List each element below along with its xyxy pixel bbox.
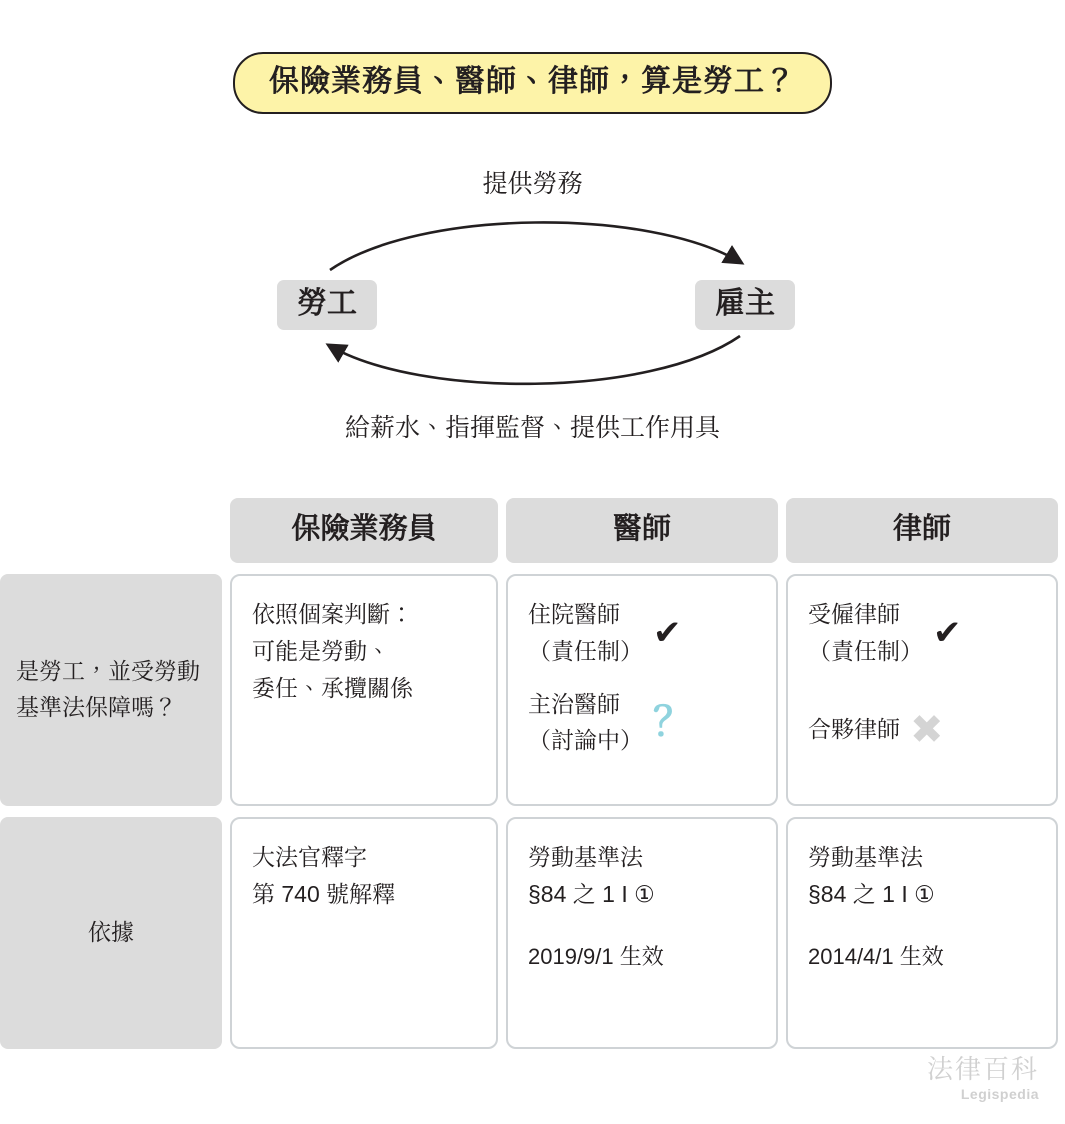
- cell-line: （責任制）: [808, 637, 923, 664]
- node-employer: 雇主: [695, 280, 795, 330]
- cell-line: 依照個案判斷：: [252, 601, 413, 627]
- cell-insurance-status: [230, 574, 498, 806]
- cell-line: 勞動基準法: [808, 844, 923, 870]
- cell-doctor-basis: [506, 817, 778, 1049]
- check-icon: ✔: [933, 613, 962, 652]
- cell-line: 合夥律師: [808, 716, 900, 743]
- site-logo: [927, 1055, 1039, 1102]
- table-row: [0, 817, 1065, 1049]
- doctor-resident-item: [528, 596, 756, 670]
- lawyer-partner-item: [808, 707, 1036, 752]
- effective-date: 2014/4/1 生效: [808, 943, 944, 969]
- header-spacer: [0, 498, 222, 563]
- cell-line: 住院醫師: [528, 601, 620, 627]
- lawyer-employed-item: [808, 596, 1036, 670]
- cell-line: 受僱律師: [808, 601, 900, 627]
- logo-zh: 法律百科: [926, 1054, 1039, 1085]
- cell-doctor-status: [506, 574, 778, 806]
- cell-line: 可能是勞動、: [252, 637, 390, 664]
- cycle-top-label: 提供勞務: [482, 170, 583, 198]
- comparison-table: [0, 498, 1065, 1060]
- node-worker: 勞工: [277, 280, 377, 330]
- cell-line: （討論中）: [528, 727, 643, 754]
- relationship-cycle-diagram: [0, 150, 1065, 460]
- cell-line: （責任制）: [528, 637, 643, 664]
- cell-line: 主治醫師: [528, 690, 620, 717]
- cycle-bottom-label: 給薪水、指揮監督、提供工作用具: [344, 414, 720, 442]
- header-doctor: 醫師: [506, 498, 778, 563]
- table-header-row: [0, 498, 1065, 563]
- header-lawyer: 律師: [786, 498, 1058, 563]
- cross-icon: ✖: [910, 707, 944, 752]
- table-row: [0, 574, 1065, 806]
- page-title: 保險業務員、醫師、律師，算是勞工？: [233, 52, 832, 114]
- row-label-basis: 依據: [0, 817, 222, 1049]
- cell-line: 大法官釋字: [252, 844, 367, 870]
- cell-lawyer-status: [786, 574, 1058, 806]
- header-insurance-agent: 保險業務員: [230, 498, 498, 563]
- logo-en: Legispedia: [960, 1086, 1039, 1102]
- check-icon: ✔: [653, 613, 682, 652]
- cell-line: §84 之 1 I ①: [808, 880, 935, 907]
- doctor-attending-item: [528, 686, 756, 760]
- cell-line: §84 之 1 I ①: [528, 880, 655, 907]
- cell-line: 委任、承攬關係: [252, 674, 413, 701]
- question-icon: ？: [653, 700, 693, 745]
- title-banner-wrap: [0, 52, 1065, 114]
- row-label-is-worker: 是勞工，並受勞動基準法保障嗎？: [0, 574, 222, 806]
- cell-line: 勞動基準法: [528, 844, 643, 870]
- cell-lawyer-basis: [786, 817, 1058, 1049]
- cell-line: 第 740 號解釋: [252, 880, 396, 907]
- cell-insurance-basis: [230, 817, 498, 1049]
- effective-date: 2019/9/1 生效: [528, 943, 664, 969]
